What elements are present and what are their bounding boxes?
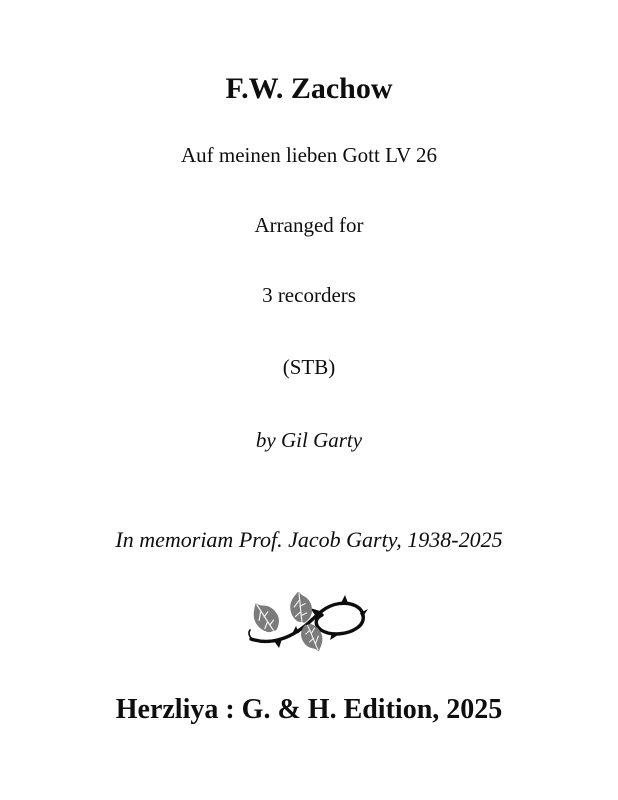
leaf-icon (297, 620, 328, 654)
leaf-icon (246, 597, 284, 638)
voicing: (STB) (282, 355, 336, 379)
dedication: In memoriam Prof. Jacob Garty, 1938-2025 (115, 527, 503, 552)
floral-flourish-ornament (246, 592, 372, 654)
instrumentation: 3 recorders (262, 283, 356, 307)
arranger-credit: by Gil Garty (255, 428, 363, 452)
composer-name: F.W. Zachow (225, 72, 393, 105)
work-title: Auf meinen lieben Gott LV 26 (180, 143, 438, 167)
publisher-imprint: Herzliya : G. & H. Edition, 2025 (115, 694, 503, 725)
arranged-for-label: Arranged for (254, 213, 364, 237)
